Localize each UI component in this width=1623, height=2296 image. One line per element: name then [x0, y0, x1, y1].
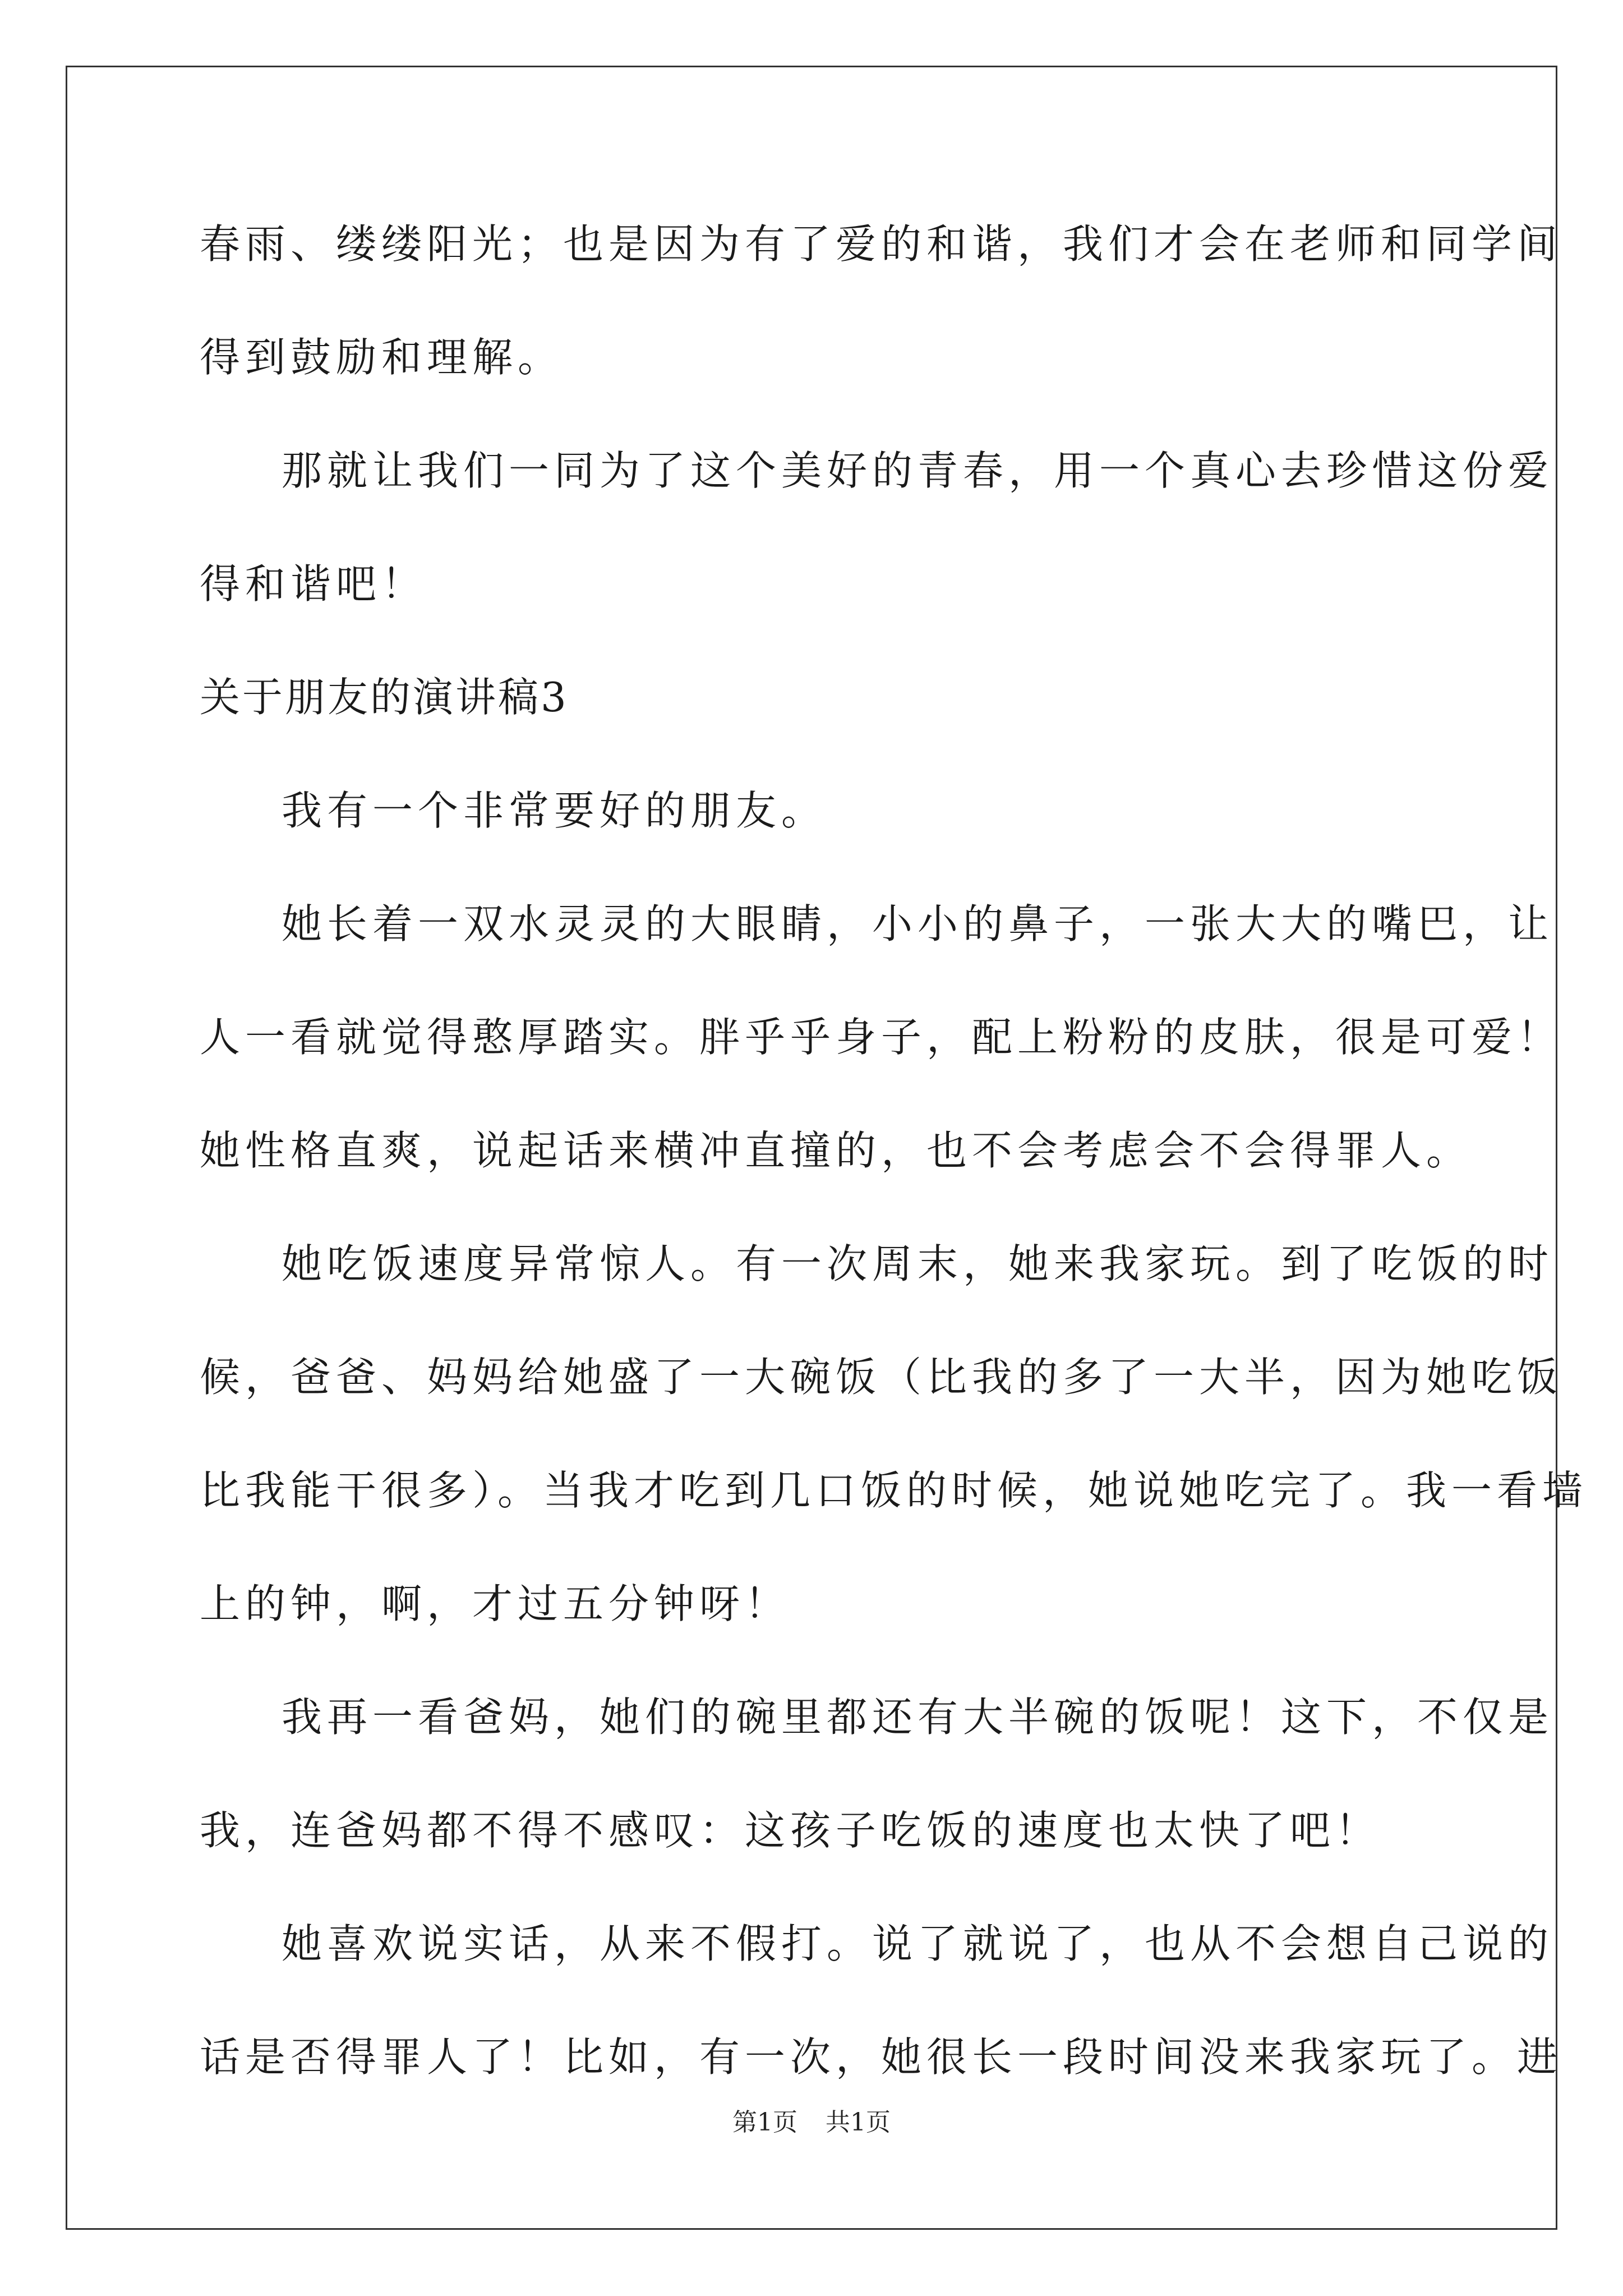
text-line-7: 她长着一双水灵灵的大眼睛，小小的鼻子，一张大大的嘴巴，让	[282, 900, 1554, 947]
text-line-16: 她喜欢说实话，从来不假打。说了就说了，也从不会想自己说的	[282, 1920, 1554, 1967]
page-footer	[0, 2106, 1623, 2139]
text-line-9: 她性格直爽，说起话来横冲直撞的，也不会考虑会不会得罪人。	[200, 1127, 1472, 1174]
text-line-1: 春雨、缕缕阳光；也是因为有了爱的和谐，我们才会在老师和同学间	[200, 220, 1563, 268]
text-line-6: 我有一个非常要好的朋友。	[282, 787, 827, 834]
text-line-13: 上的钟，啊，才过五分钟呀！	[200, 1580, 791, 1627]
text-line-12: 比我能干很多）。当我才吃到几口饭的时候，她说她吃完了。我一看墙	[200, 1467, 1588, 1514]
text-line-15: 我，连爸妈都不得不感叹：这孩子吃饭的速度也太快了吧！	[200, 1807, 1381, 1854]
text-line-4: 得和谐吧！	[200, 560, 427, 608]
document-body	[200, 208, 1588, 2134]
page-number: 第1页	[732, 2108, 797, 2137]
section-heading: 关于朋友的演讲稿3	[200, 674, 569, 721]
text-line-17: 话是否得罪人了！比如，有一次，她很长一段时间没来我家玩了。进	[200, 2033, 1563, 2081]
text-line-10: 她吃饭速度异常惊人。有一次周末，她来我家玩。到了吃饭的时	[282, 1240, 1554, 1287]
text-line-2: 得到鼓励和理解。	[200, 334, 564, 381]
text-line-3: 那就让我们一同为了这个美好的青春，用一个真心去珍惜这份爱	[282, 447, 1554, 494]
text-line-11: 候，爸爸、妈妈给她盛了一大碗饭（比我的多了一大半，因为她吃饭	[200, 1354, 1563, 1401]
text-line-8: 人一看就觉得憨厚踏实。胖乎乎身子，配上粉粉的皮肤，很是可爱！	[200, 1014, 1563, 1061]
text-line-14: 我再一看爸妈，她们的碗里都还有大半碗的饭呢！这下，不仅是	[282, 1694, 1554, 1741]
page-total: 共1页	[826, 2108, 891, 2137]
